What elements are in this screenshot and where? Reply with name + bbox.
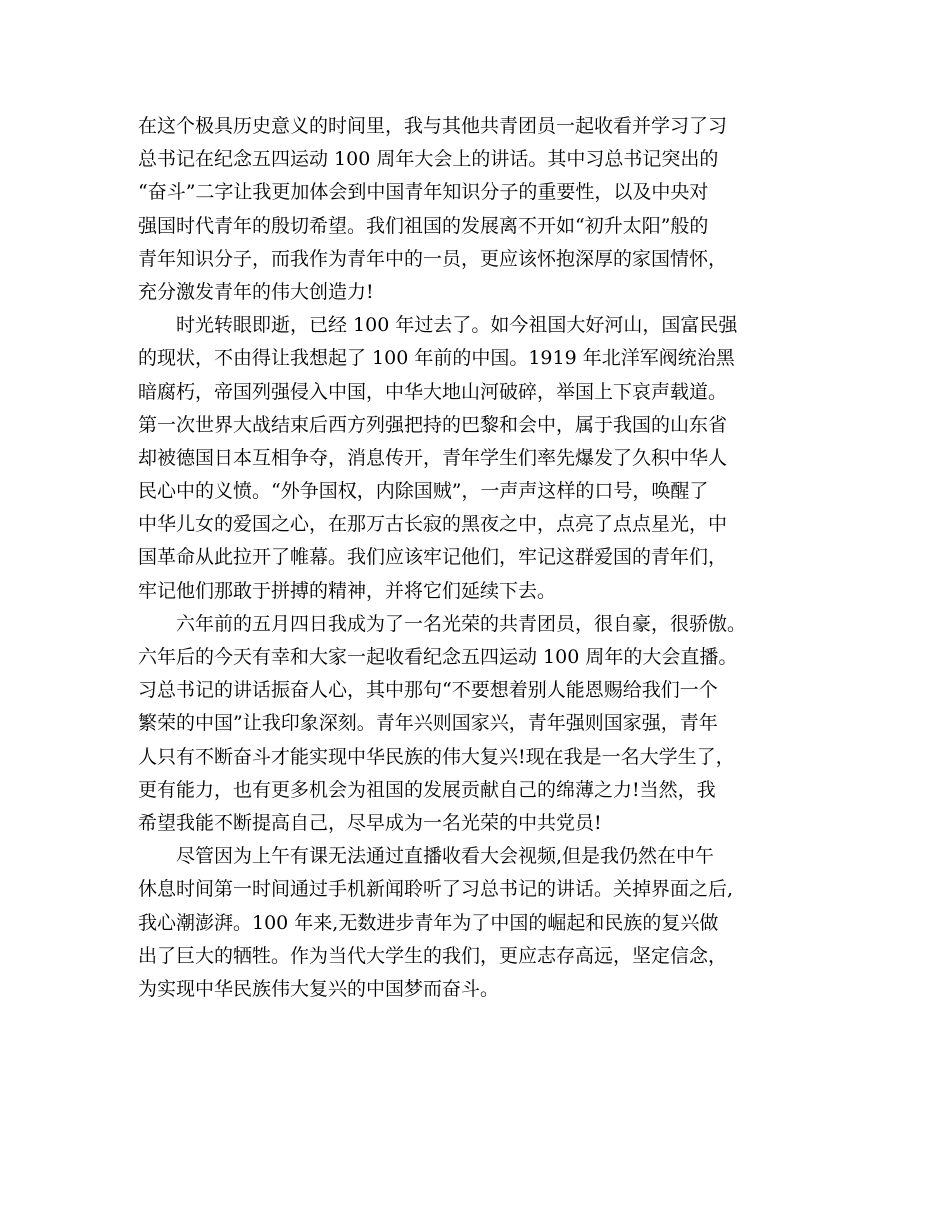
text-line: 尽管因为上午有课无法通过直播收看大会视频,但是我仍然在中午	[176, 845, 715, 868]
text-line: 国革命从此拉开了帷幕。我们应该牢记他们，牢记这群爱国的青年们，	[138, 546, 728, 569]
text-line: 青年知识分子，而我作为青年中的一员，更应该怀抱深厚的家国情怀，	[138, 247, 728, 270]
text-line: 强国时代青年的殷切希望。我们祖国的发展离不开如“初升太阳”般的	[138, 214, 709, 237]
text-line: 六年前的五月四日我成为了一名光荣的共青团员，很自豪，很骄傲。	[176, 612, 747, 635]
text-line: 民心中的义愤。“外争国权，内除国贼”，一声声这样的口号，唤醒了	[138, 480, 709, 503]
text-line: 六年后的今天有幸和大家一起收看纪念五四运动 100 周年的大会直播。	[138, 646, 738, 668]
text-line: 中华儿女的爱国之心，在那万古长寂的黑夜之中，点亮了点点星光，中	[138, 513, 728, 536]
text-line: 在这个极具历史意义的时间里，我与其他共青团员一起收看并学习了习	[138, 115, 728, 137]
text-line: 繁荣的中国”让我印象深刻。青年兴则国家兴，青年强则国家强，青年	[138, 712, 718, 735]
text-line: 我心潮澎湃。100 年来,无数进步青年为了中国的崛起和民族的复兴做	[138, 911, 719, 934]
text-line: 习总书记的讲话振奋人心，其中那句“不要想着别人能恩赐给我们一个	[138, 679, 718, 702]
text-line: 时光转眼即逝，已经 100 年过去了。如今祖国大好河山，国富民强	[176, 314, 738, 337]
text-line: 暗腐朽，帝国列强侵入中国，中华大地山河破碎，举国上下哀声载道。	[138, 380, 728, 403]
text-line: 充分激发青年的伟大创造力!	[138, 280, 374, 303]
text-line: 休息时间第一时间通过手机新闻聆听了习总书记的讲话。关掉界面之后,	[138, 878, 734, 901]
text-line: 更有能力，也有更多机会为祖国的发展贡献自己的绵薄之力!当然，我	[138, 778, 716, 801]
text-line: 人只有不断奋斗才能实现中华民族的伟大复兴!现在我是一名大学生了，	[138, 745, 735, 768]
text-line: 总书记在纪念五四运动 100 周年大会上的讲话。其中习总书记突出的	[138, 148, 719, 171]
text-line: 为实现中华民族伟大复兴的中国梦而奋斗。	[138, 977, 500, 1000]
paragraph	[138, 110, 838, 309]
text-line: 牢记他们那敢于拼搏的精神，并将它们延续下去。	[138, 579, 557, 602]
text-line: 希望我能不断提高自己，尽早成为一名光荣的中共党员!	[138, 811, 602, 834]
text-line: 的现状，不由得让我想起了 100 年前的中国。1919 年北洋军阀统治黑	[138, 347, 735, 370]
text-line: “奋斗”二字让我更加体会到中国青年知识分子的重要性，以及中央对	[138, 181, 709, 204]
paragraph	[138, 309, 838, 608]
document-body	[138, 110, 838, 1006]
paragraph	[138, 608, 838, 840]
text-line: 第一次世界大战结束后西方列强把持的巴黎和会中，属于我国的山东省	[138, 413, 728, 436]
paragraph	[138, 840, 838, 1006]
text-line: 出了巨大的牺牲。作为当代大学生的我们，更应志存高远，坚定信念，	[138, 944, 728, 967]
text-line: 却被德国日本互相争夺，消息传开，青年学生们率先爆发了久积中华人	[138, 446, 728, 469]
